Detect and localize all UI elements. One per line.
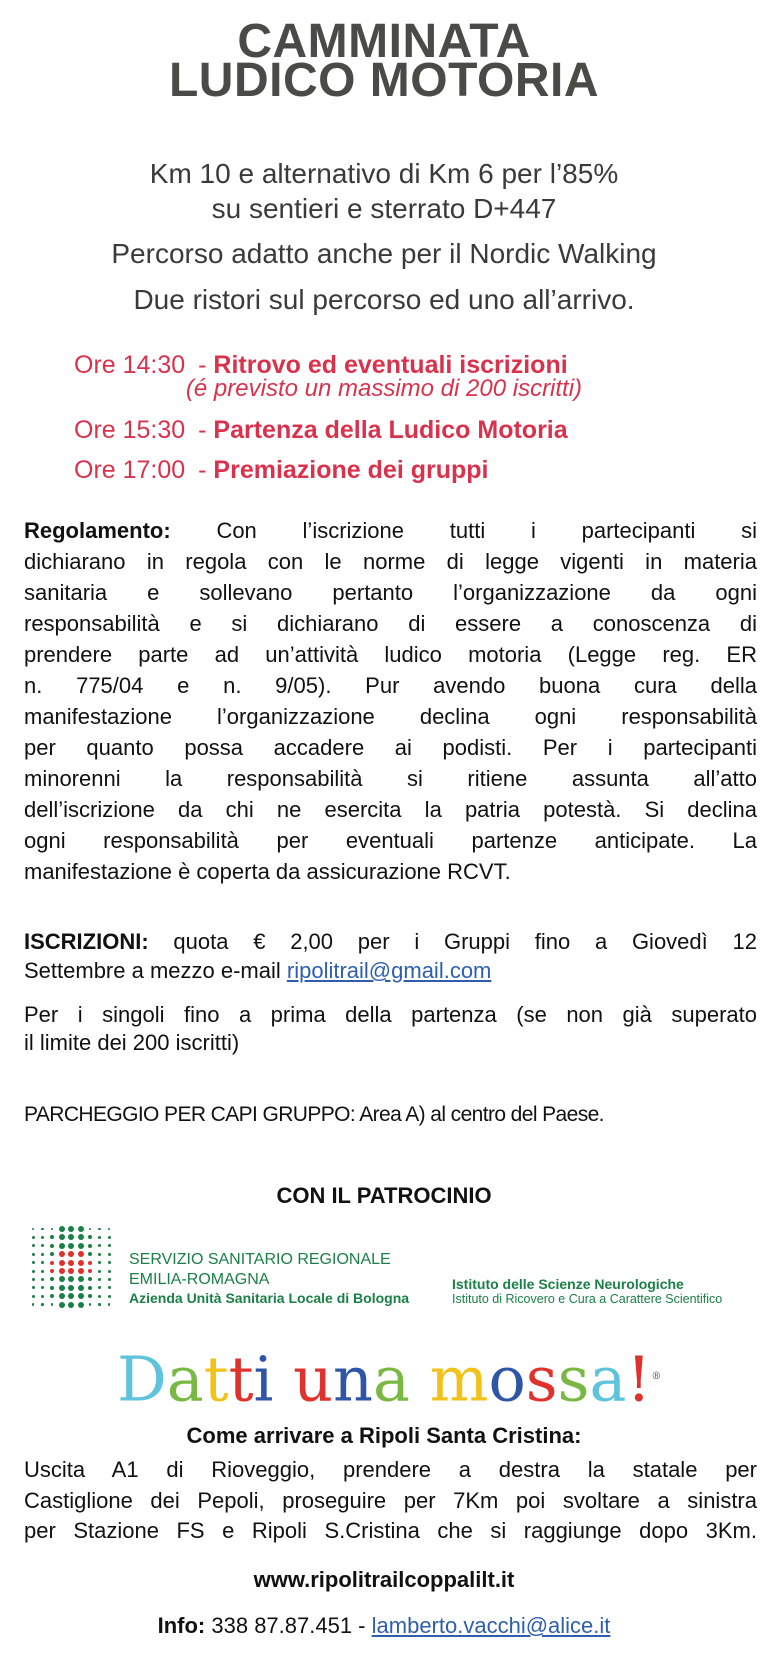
logo-dot [59,1226,65,1232]
logo-dot [89,1228,92,1231]
intro-line: Percorso adatto anche per il Nordic Walking [111,238,657,269]
parcheggio-text: PARCHEGGIO PER CAPI GRUPPO: Area A) al centro del Paese. [24,1103,604,1126]
logo-dot [78,1302,84,1308]
logo-dot [108,1278,111,1281]
logo-dot [98,1236,101,1239]
logo-dot [98,1295,101,1298]
intro-line: su sentieri e sterrato D+447 [211,193,557,224]
logo-dot [32,1303,35,1306]
logo-dot [98,1244,101,1247]
regolamento-text: per quanto possa accadere ai podisti. Per i partecipanti [24,735,757,760]
logo-dot [88,1235,92,1239]
intro-line: Km 10 e alternativo di Km 6 per l’85% [149,158,619,189]
regolamento-text: Con l’iscrizione tutti i partecipanti si [216,518,757,543]
logo-dot [88,1261,92,1265]
schedule-time: Ore 15:30 [74,416,186,444]
logo-dot [98,1261,101,1264]
logo-dot [88,1244,92,1248]
regolamento-line [24,706,757,728]
logo-dot [59,1293,65,1299]
logo-dot [32,1236,35,1239]
logo-dot [108,1228,111,1231]
isn-line-1: Istituto delle Scienze Neurologiche [452,1276,684,1292]
mossa-letter: a [589,1342,627,1416]
logo-dot [59,1276,65,1282]
regolamento-label: Regolamento: [24,518,171,543]
regolamento-text: minorenni la responsabilità si ritiene assunta all’atto [24,766,757,791]
logo-dot [78,1226,84,1232]
logo-dot [68,1268,74,1274]
logo-dot [41,1303,44,1306]
iscrizioni-text: Settembre a mezzo e-mail [24,958,281,983]
schedule-item [74,458,488,483]
logo-dot [41,1261,44,1264]
logo-dot [68,1243,74,1249]
info-label: Info: [157,1613,206,1638]
logo-dot [41,1228,44,1231]
logo-dot [59,1285,65,1291]
mossa-letter: a [372,1342,410,1416]
mossa-letter: m [429,1342,489,1416]
logo-dot [88,1252,92,1256]
regolamento-text: manifestazione è coperta da assicurazione RCVT. [24,859,511,884]
website-text: www.ripolitrailcoppalilt.it [253,1567,515,1592]
directions-line: Uscita A1 di Rioveggio, prendere a destra la statale per [24,1457,757,1482]
iscrizioni-text: quota € 2,00 per i Gruppi fino a Giovedì 12 [173,929,757,954]
ssr-line-1: SERVIZIO SANITARIO REGIONALE [129,1251,391,1268]
schedule-sep: - [198,416,207,444]
logo-dot [68,1285,74,1291]
logo-dot [51,1228,54,1231]
logo-dot [59,1260,65,1266]
logo-dot [68,1293,74,1299]
regolamento-line [24,520,757,542]
logo-dot [59,1302,65,1308]
directions-line: Castiglione dei Pepoli, proseguire per 7Km poi svoltare a sinistra [24,1488,757,1513]
logo-dot [41,1244,44,1247]
logo-dot [32,1244,35,1247]
schedule-sep: - [198,456,207,484]
logo-dot [32,1295,35,1298]
logo-dot [68,1251,74,1257]
schedule-note: (é previsto un massimo di 200 iscritti) [185,375,583,402]
regolamento-line [24,551,757,573]
logo-dot [78,1293,84,1299]
logo-dot [41,1295,44,1298]
logo-dot [88,1286,92,1290]
regolamento-text: manifestazione l’organizzazione declina ogni responsabilità [24,704,757,729]
schedule-event: Premiazione dei gruppi [213,456,489,484]
logo-dot [50,1235,54,1239]
regolamento-line [24,799,757,821]
mossa-letter: a [166,1342,204,1416]
regolamento-text: dichiarano in regola con le norme di legge vigenti in materia [24,549,757,574]
patrocinio-heading: CON IL PATROCINIO [276,1183,492,1208]
datti-una-mossa-logo [117,1342,662,1416]
logo-dot [98,1278,101,1281]
mossa-letter: t [228,1342,254,1416]
logo-dot [50,1294,54,1298]
info-phone: 338 87.87.451 - [211,1613,366,1638]
logo-dot [32,1261,35,1264]
logo-dot [50,1277,54,1281]
email-link[interactable]: ripolitrail@gmail.com [286,958,492,983]
regolamento-text: responsabilità e si dichiarano di essere a conoscenza di [24,611,757,636]
logo-dot [50,1261,54,1265]
logo-dot [78,1260,84,1266]
info-email-link[interactable]: lamberto.vacchi@alice.it [371,1613,611,1638]
logo-dot [68,1226,74,1232]
title-line-2: LUDICO MOTORIA [168,54,600,107]
logo-dot [108,1270,111,1273]
mossa-letter: o [488,1342,526,1416]
logo-dot [68,1260,74,1266]
logo-dot [59,1268,65,1274]
singoli-line: il limite dei 200 iscritti) [24,1030,240,1055]
iscrizioni-line [24,960,757,982]
logo-dot [50,1286,54,1290]
mossa-letter: ! [626,1342,652,1416]
logo-dot [68,1302,74,1308]
logo-dot [41,1286,44,1289]
mossa-letter: u [293,1342,334,1416]
logo-dot [59,1243,65,1249]
directions-line: per Stazione FS e Ripoli S.Cristina che si raggiunge dopo 3Km. [24,1518,757,1543]
regolamento-line [24,737,757,759]
logo-dot [78,1251,84,1257]
ssr-line-2: EMILIA-ROMAGNA [129,1271,270,1288]
logo-dot [50,1269,54,1273]
logo-dot [78,1276,84,1282]
title-line-1: CAMMINATA [237,15,531,68]
logo-dot [32,1278,35,1281]
logo-dot [32,1253,35,1256]
logo-dot [98,1270,101,1273]
directions-heading: Come arrivare a Ripoli Santa Cristina: [186,1423,582,1448]
logo-dot [51,1303,54,1306]
regolamento-line [24,644,757,666]
logo-dot [108,1261,111,1264]
logo-dot [41,1278,44,1281]
logo-dot [98,1303,101,1306]
logo-dot [59,1234,65,1240]
logo-dot [41,1270,44,1273]
regolamento-text: ogni responsabilità per eventuali partenze anticipate. La [24,828,757,853]
regolamento-text: n. 775/04 e n. 9/05). Pur avendo buona cura della [24,673,757,698]
regolamento-text: prendere parte ad un’attività ludico motoria (Legge reg. ER [24,642,757,667]
logo-dot [98,1253,101,1256]
logo-dot [78,1234,84,1240]
logo-dot [78,1268,84,1274]
schedule-event: Partenza della Ludico Motoria [213,416,568,444]
regolamento-line [24,830,757,852]
mossa-letter: s [525,1342,558,1416]
iscrizioni-line [24,931,757,953]
logo-dot [68,1234,74,1240]
regolamento-line [24,675,757,697]
logo-dot [88,1277,92,1281]
mossa-letter [273,1343,293,1416]
logo-dot [78,1285,84,1291]
mossa-letter: D [117,1342,167,1416]
logo-dot [108,1236,111,1239]
ssr-logo-icon [29,1225,113,1305]
logo-dot [59,1251,65,1257]
logo-dot [108,1244,111,1247]
regolamento-line [24,613,757,635]
singoli-line: Per i singoli fino a prima della partenza (se non già superato [24,1002,757,1027]
logo-dot [89,1303,92,1306]
logo-dot [98,1286,101,1289]
schedule-event: Ritrovo ed eventuali iscrizioni [213,351,568,379]
regolamento-line [24,768,757,790]
logo-dot [50,1244,54,1248]
mossa-letter: i [253,1342,274,1416]
intro-line: Due ristori sul percorso ed uno all’arrivo. [133,284,635,315]
logo-dot [32,1228,35,1231]
info-line [0,1615,768,1637]
ssr-line-3: Azienda Unità Sanitaria Locale di Bologna [129,1290,410,1306]
logo-dot [68,1276,74,1282]
logo-dot [78,1243,84,1249]
isn-line-2: Istituto di Ricovero e Cura a Carattere Scientifico [452,1292,723,1306]
schedule-time: Ore 14:30 [74,351,186,379]
iscrizioni-label: ISCRIZIONI: [24,929,149,954]
registered-mark: ® [651,1371,662,1382]
regolamento-text: dell’iscrizione da chi ne esercita la patria potestà. Si declina [24,797,757,822]
logo-dot [50,1252,54,1256]
mossa-letter: t [203,1342,229,1416]
logo-dot [108,1286,111,1289]
schedule-item [74,418,568,443]
logo-dot [108,1303,111,1306]
regolamento-line [24,582,757,604]
schedule-sep: - [198,351,207,379]
regolamento-line [24,861,757,883]
logo-dot [32,1286,35,1289]
mossa-letter [410,1343,430,1416]
regolamento-text: sanitaria e sollevano pertanto l’organizzazione da ogni [24,580,757,605]
mossa-letter: n [333,1342,373,1416]
logo-dot [108,1253,111,1256]
logo-dot [88,1269,92,1273]
logo-dot [98,1228,101,1231]
logo-dot [41,1253,44,1256]
mossa-letter: s [557,1342,590,1416]
schedule-time: Ore 17:00 [74,456,186,484]
logo-dot [108,1295,111,1298]
logo-dot [88,1294,92,1298]
logo-dot [41,1236,44,1239]
logo-dot [32,1270,35,1273]
